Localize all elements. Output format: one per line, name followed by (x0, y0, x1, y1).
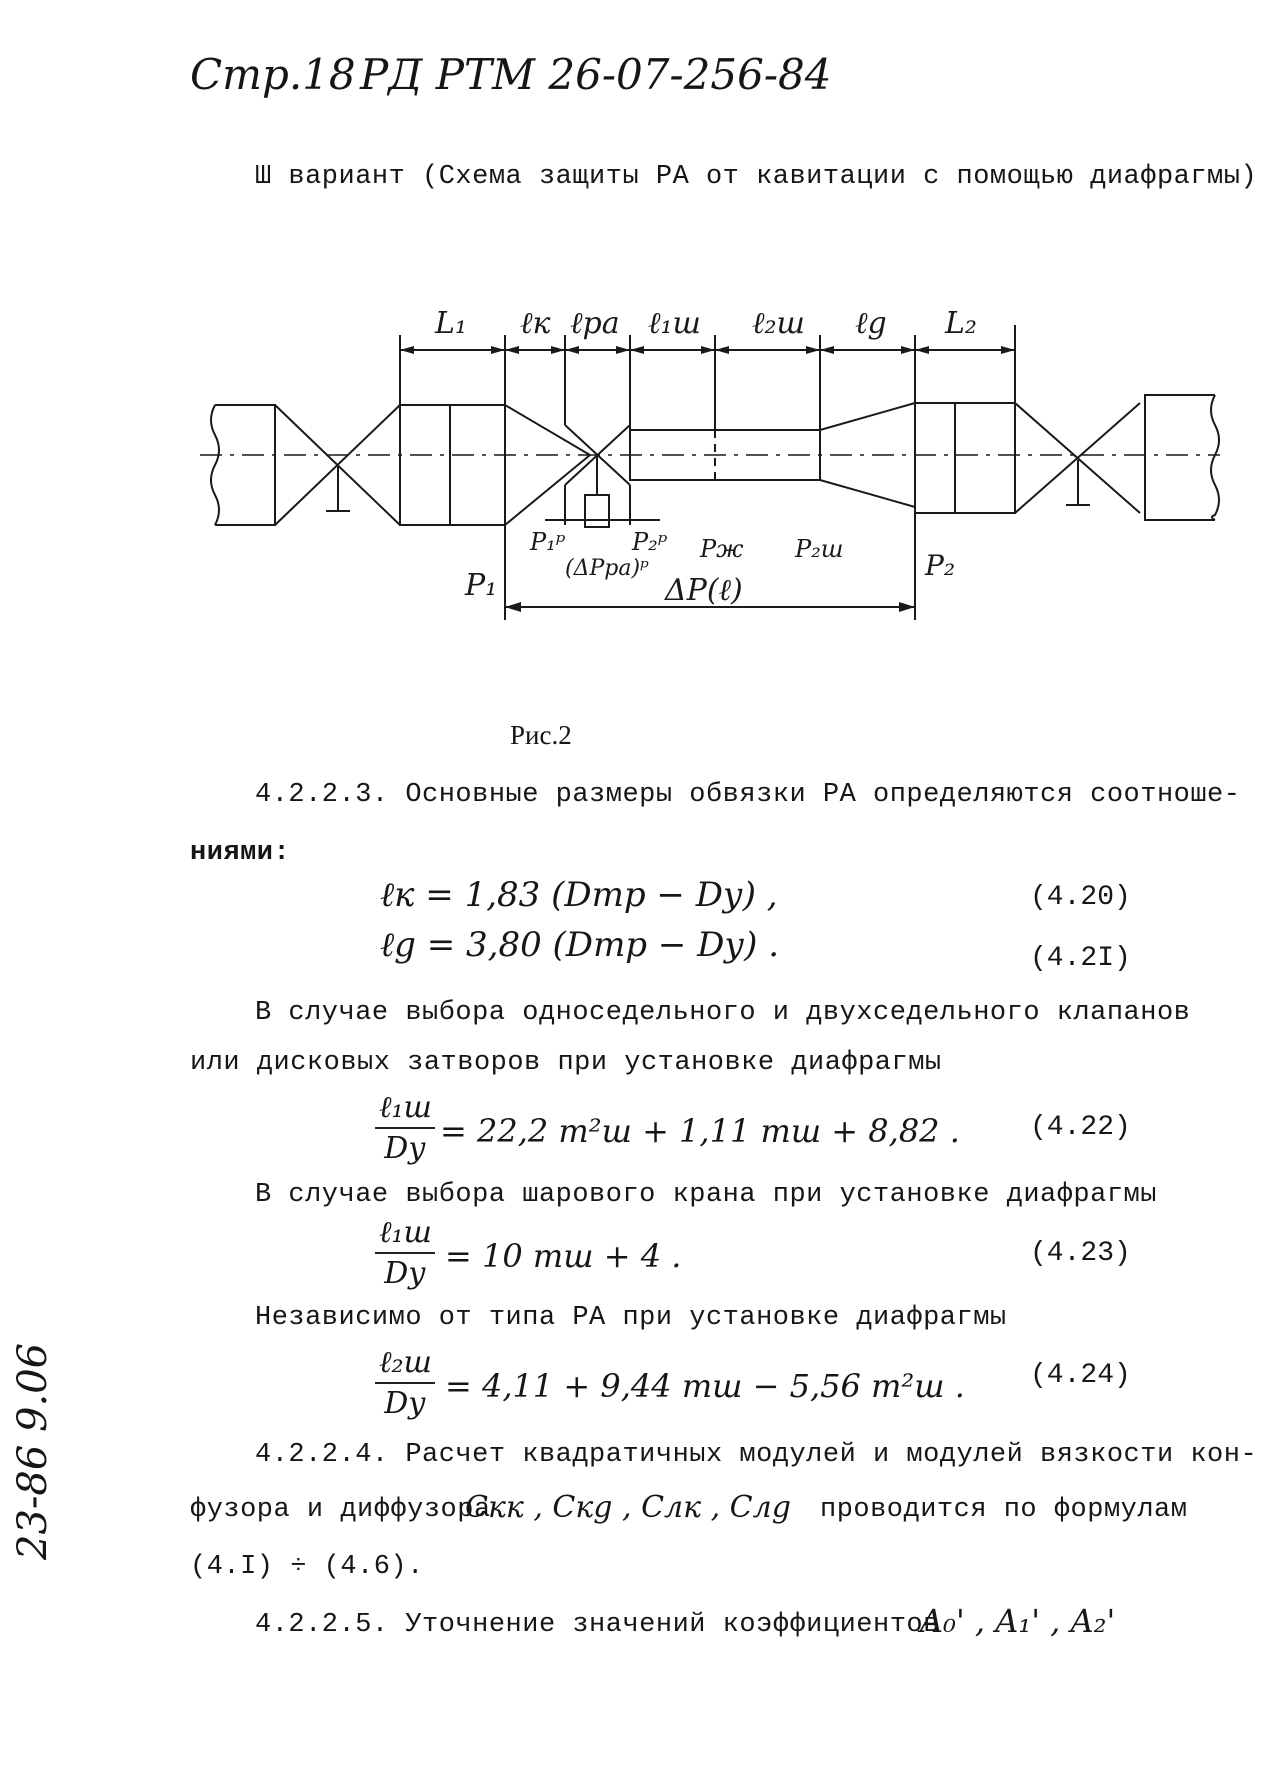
label-p1: P₁ (465, 568, 498, 603)
equation-number-4-20: (4.20) (1030, 882, 1131, 913)
para-4223-line2: ниями: (190, 838, 291, 868)
label-p2sh: P₂ш (795, 535, 844, 563)
section-title: Ш вариант (Схема защиты РА от кавитации с помощью диафрагмы) (255, 162, 1258, 192)
para-ball-line1: В случае выбора шарового крана при установке диафрагмы (255, 1180, 1157, 1210)
para-4225-text: 4.2.2.5. Уточнение значений коэффициентов (255, 1610, 940, 1640)
label-p2p: P₂ᵖ (632, 528, 668, 556)
confuser (505, 405, 590, 525)
left-pipe (215, 405, 275, 525)
document-code: РД РТМ 26-07-256-84 (360, 50, 832, 99)
label-lra: ℓра (570, 306, 620, 341)
para-4224-line3: (4.I) ÷ (4.6). (190, 1552, 424, 1582)
margin-note: 23-86 9.06 (10, 1342, 56, 1560)
para-4224-symbols: Cкк , Cкg , Cлк , Cлg (465, 1490, 791, 1525)
actuator (585, 495, 609, 527)
label-l2sh: ℓ₂ш (752, 306, 805, 341)
fraction-4-22 (375, 1090, 435, 1166)
fraction-numerator: ℓ₂ш (379, 1345, 432, 1380)
para-4224-line2b: проводится по формулам (820, 1495, 1188, 1525)
para-valves-line2: или дисковых затворов при установке диафрагмы (190, 1048, 942, 1078)
label-p1p: P₁ᵖ (530, 528, 566, 556)
para-4223-line1: 4.2.2.3. Основные размеры обвязки РА определяются соотноше- (255, 780, 1241, 810)
equation-number-4-22: (4.22) (1030, 1112, 1131, 1143)
label-lk: ℓк (520, 306, 551, 341)
fraction-numerator: ℓ₁ш (379, 1215, 432, 1250)
equation-number-4-24: (4.24) (1030, 1360, 1131, 1391)
equation-number-4-21: (4.2I) (1030, 943, 1131, 974)
fraction-denominator: Dу (384, 1386, 426, 1421)
pipeline-diagram (0, 295, 1275, 725)
label-L2: L₂ (945, 306, 977, 341)
label-delta-pl: ΔP(ℓ) (665, 573, 743, 608)
straight-section-L1 (400, 405, 505, 525)
label-p2: P₂ (925, 549, 956, 582)
label-L1: L₁ (435, 306, 467, 341)
label-delta-pra: (ΔPра)ᵖ (565, 556, 649, 581)
label-pzh: Pж (700, 535, 744, 563)
para-4225-symbols: A₀' , A₁' , A₂' (920, 1602, 1116, 1640)
fraction-4-23 (375, 1215, 435, 1291)
equation-4-23-rhs: = 10 mш + 4 . (445, 1237, 682, 1275)
straight-section-L2 (915, 403, 1015, 513)
fraction-numerator: ℓ₁ш (379, 1090, 432, 1125)
fraction-denominator: Dу (384, 1256, 426, 1291)
fraction-denominator: Dу (384, 1131, 426, 1166)
page-number: Стр.18 (190, 50, 356, 99)
label-l1sh: ℓ₁ш (648, 306, 701, 341)
para-any-line1: Независимо от типа РА при установке диафрагмы (255, 1303, 1007, 1333)
equation-4-22-rhs: = 22,2 m²ш + 1,11 mш + 8,82 . (440, 1112, 960, 1150)
para-4224-line1: 4.2.2.4. Расчет квадратичных модулей и модулей вязкости кон- (255, 1440, 1258, 1470)
para-valves-line1: В случае выбора односедельного и двухседельного клапанов (255, 998, 1191, 1028)
right-pipe (1145, 395, 1215, 520)
para-4224-line2a: фузора и диффузора (190, 1495, 491, 1525)
equation-number-4-23: (4.23) (1030, 1238, 1131, 1269)
equation-4-21: ℓg = 3,80 (Dтр − Dу) . (380, 925, 780, 965)
fraction-4-24 (375, 1345, 435, 1421)
figure-caption: Рис.2 (510, 720, 572, 750)
equation-4-24-rhs: = 4,11 + 9,44 mш − 5,56 m²ш . (445, 1367, 965, 1405)
label-lg: ℓg (855, 306, 887, 341)
equation-4-20: ℓк = 1,83 (Dтр − Dу) , (380, 875, 778, 915)
